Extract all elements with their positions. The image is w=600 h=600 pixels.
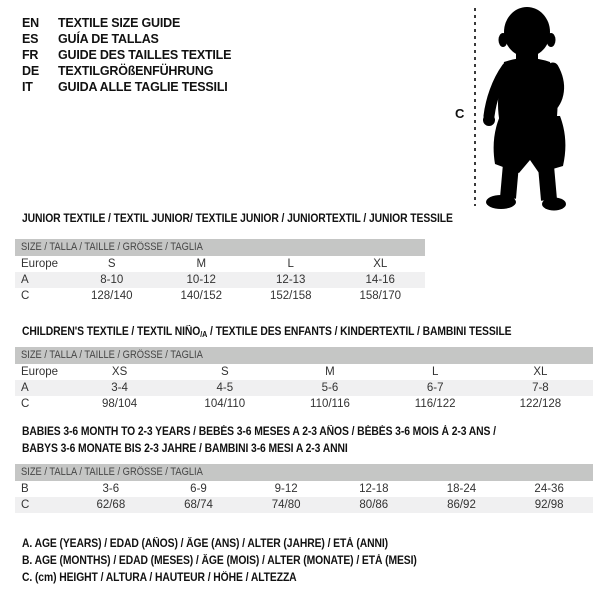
footnote-age-months: B. AGE (MONTHS) / EDAD (MESES) / ÂGE (MOIS) / ALTER (MONATE) / ETÀ (MESI)	[22, 555, 417, 567]
babies-textile-table	[15, 464, 593, 513]
height-cell: 104/110	[204, 398, 246, 410]
months-cell: 12-18	[359, 483, 389, 495]
language-row-fr	[22, 47, 231, 63]
table-row	[15, 396, 593, 412]
height-cell: 116/122	[414, 398, 456, 410]
row-label: B	[21, 483, 29, 495]
footnote-age-years: A. AGE (YEARS) / EDAD (AÑOS) / ÂGE (ANS) / ALTER (JAHRE) / ETÀ (ANNI)	[22, 538, 389, 550]
childrens-textile-title	[22, 326, 512, 339]
size-cell: S	[220, 366, 229, 378]
table-row	[15, 380, 593, 396]
months-cell: 3-6	[102, 483, 120, 495]
language-title: GUIDE DES TAILLES TEXTILE	[58, 48, 232, 62]
height-cell: 92/98	[534, 499, 564, 511]
age-cell: 14-16	[365, 274, 395, 286]
size-cell: XL	[533, 366, 548, 378]
size-header-bar	[15, 239, 425, 256]
language-row-it	[22, 79, 231, 95]
row-label: A	[21, 274, 29, 286]
size-cell: S	[107, 258, 116, 270]
height-cell: 68/74	[184, 499, 213, 511]
height-cell: 62/68	[96, 499, 126, 511]
row-label: A	[21, 382, 29, 394]
height-measure-dashed-line	[474, 8, 476, 206]
months-cell: 24-36	[534, 483, 564, 495]
title-text: CHILDREN'S TEXTILE / TEXTIL NIÑO	[22, 326, 201, 338]
language-row-de	[22, 63, 231, 79]
age-cell: 5-6	[321, 382, 339, 394]
height-cell: 122/128	[519, 398, 562, 410]
height-cell: 80/86	[359, 499, 389, 511]
title-line-1: BABIES 3-6 MONTH TO 2-3 YEARS / BEBÉS 3-6 MESES A 2-3 AÑOS / BÉBÉS 3-6 MOIS À 2-3 ANS /	[22, 426, 496, 438]
age-cell: 3-4	[111, 382, 128, 394]
language-title: GUIDA ALLE TAGLIE TESSILI	[58, 80, 228, 94]
height-cell: 98/104	[102, 398, 138, 410]
childrens-size-grid	[15, 364, 593, 412]
language-code: EN	[22, 16, 39, 30]
row-label: C	[21, 290, 30, 302]
height-cell: 110/116	[310, 398, 350, 410]
height-cell: 140/152	[180, 290, 223, 302]
height-cell: 152/158	[269, 290, 312, 302]
language-code: FR	[22, 48, 39, 62]
height-measure-label: C	[455, 106, 465, 121]
age-cell: 4-5	[216, 382, 234, 394]
height-cell: 86/92	[447, 499, 476, 511]
size-cell: M	[325, 366, 335, 378]
language-title: TEXTILGRÖßENFÜHRUNG	[58, 64, 214, 78]
age-cell: 6-7	[426, 382, 444, 394]
table-row	[15, 364, 593, 380]
junior-textile-title: JUNIOR TEXTILE / TEXTIL JUNIOR/ TEXTILE JUNIOR / JUNIORTEXTIL / JUNIOR TESSILE	[22, 213, 453, 225]
height-cell: 74/80	[271, 499, 301, 511]
size-cell: L	[431, 366, 439, 378]
babies-textile-title	[22, 424, 496, 458]
size-header-label: SIZE / TALLA / TAILLE / GRÖSSE / TAGLIA	[21, 349, 203, 361]
row-label: Europe	[21, 366, 59, 378]
table-row	[15, 481, 593, 497]
size-cell: XL	[373, 258, 388, 270]
junior-textile-table	[15, 239, 425, 304]
childrens-textile-table	[15, 347, 593, 412]
months-cell: 9-12	[274, 483, 298, 495]
language-row-en	[22, 15, 231, 31]
language-title-list	[22, 15, 231, 95]
row-label: Europe	[21, 258, 59, 270]
height-cell: 158/170	[359, 290, 402, 302]
row-label: C	[21, 499, 30, 511]
language-title: GUÍA DE TALLAS	[58, 32, 159, 46]
table-row	[15, 288, 425, 304]
table-row	[15, 497, 593, 513]
size-cell: M	[196, 258, 207, 270]
language-title: TEXTILE SIZE GUIDE	[58, 16, 181, 30]
months-cell: 6-9	[190, 483, 207, 495]
babies-size-grid	[15, 481, 593, 513]
table-row	[15, 256, 425, 272]
months-cell: 18-24	[446, 483, 477, 495]
title-text: / TEXTILE DES ENFANTS / KINDERTEXTIL / BAMBINI TESSILE	[207, 326, 512, 338]
language-code: IT	[22, 80, 33, 94]
language-row-es	[22, 31, 231, 47]
size-cell: L	[287, 258, 294, 270]
age-cell: 10-12	[186, 274, 216, 286]
age-cell: 7-8	[532, 382, 549, 394]
footnote-height: C. (cm) HEIGHT / ALTURA / HAUTEUR / HÖHE / ALTEZZA	[22, 572, 297, 584]
junior-size-grid	[15, 256, 425, 304]
title-subscript: /A	[200, 330, 208, 339]
size-header-label: SIZE / TALLA / TAILLE / GRÖSSE / TAGLIA	[21, 241, 203, 253]
age-cell: 8-10	[100, 274, 124, 286]
size-header-label: SIZE / TALLA / TAILLE / GRÖSSE / TAGLIA	[21, 466, 203, 478]
table-row	[15, 272, 425, 288]
title-line-2: BABYS 3-6 MONATE BIS 2-3 JAHRE / BAMBINI 3-6 MESI A 2-3 ANNI	[22, 443, 348, 455]
language-code: ES	[22, 32, 39, 46]
size-header-bar	[15, 464, 593, 481]
height-cell: 128/140	[90, 290, 133, 302]
language-code: DE	[22, 64, 39, 78]
row-label: C	[21, 398, 30, 410]
size-cell: XS	[111, 366, 128, 378]
age-cell: 12-13	[276, 274, 306, 286]
size-header-bar	[15, 347, 593, 364]
toddler-silhouette-icon	[477, 6, 583, 211]
